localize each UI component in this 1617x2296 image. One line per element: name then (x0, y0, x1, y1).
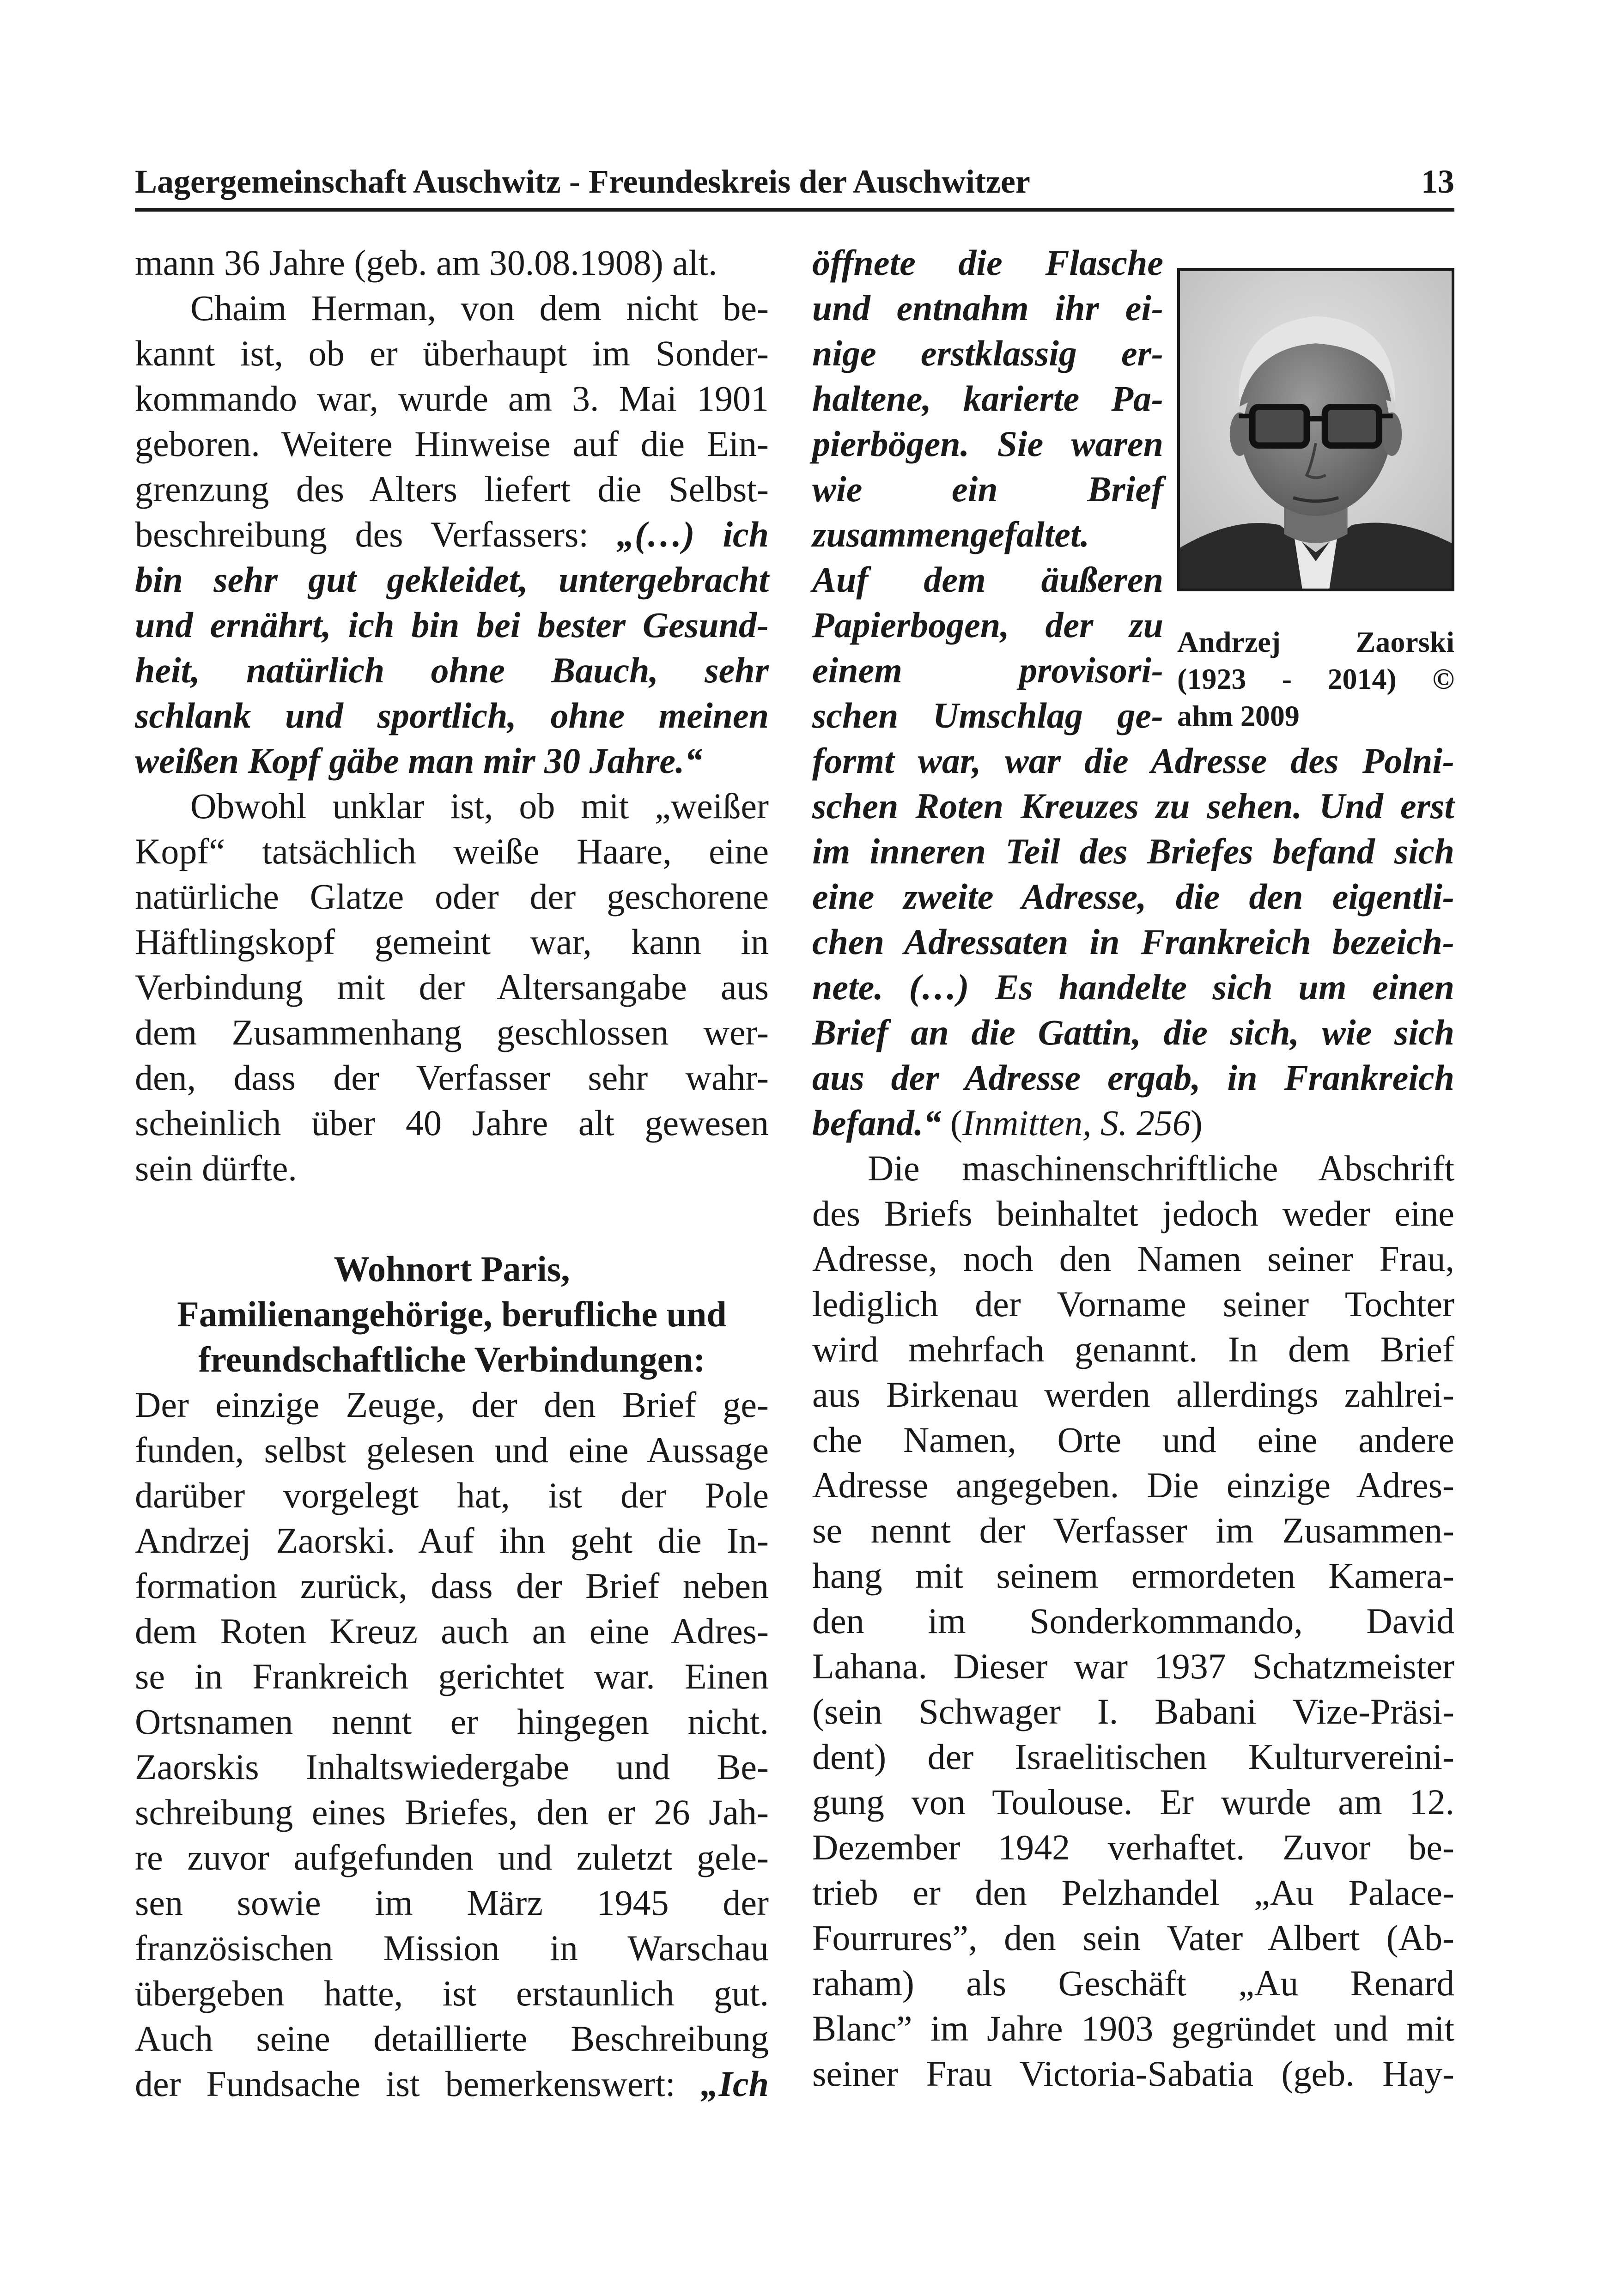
citation: Inmitten, S. 256 (962, 1103, 1191, 1143)
quote-run: befand.“ (812, 1103, 942, 1143)
text-line: funden, selbst gelesen und eine Aussage (135, 1430, 769, 1470)
quote-line: zusammengefaltet. (812, 514, 1090, 554)
text-line: kannt ist, ob er überhaupt im Sonder- (135, 333, 769, 373)
quote-line: Auf dem äußeren (812, 559, 1163, 600)
text-run: der Fundsache ist bemerkenswert: (135, 2064, 701, 2104)
text-line: Lahana. Dieser war 1937 Schatzmeister (812, 1646, 1454, 1686)
text-line: dem Roten Kreuz auch an eine Adres- (135, 1611, 769, 1651)
quote-line: Papierbogen, der zu (812, 605, 1163, 645)
text-line: Adresse angegeben. Die einzige Adres- (812, 1465, 1454, 1505)
quote-line: nete. (…) Es handelte sich um einen (812, 967, 1454, 1007)
quote-line: formt war, war die Adresse des Polni- (812, 741, 1454, 781)
text-line: natürliche Glatze oder der geschorene (135, 876, 769, 917)
text-line: Der einzige Zeuge, der den Brief ge- (135, 1385, 769, 1425)
text-line: dem Zusammenhang geschlossen wer- (135, 1012, 769, 1052)
text-line: Kopf“ tatsächlich weiße Haare, eine (135, 831, 769, 871)
text-line: (sein Schwager I. Babani Vize-Präsi- (812, 1691, 1454, 1731)
text-line: geboren. Weitere Hinweise auf die Ein- (135, 424, 769, 464)
quote-line: Brief an die Gattin, die sich, wie sich (812, 1012, 1454, 1052)
left-column (135, 240, 769, 2107)
section-heading: Wohnort Paris, (334, 1249, 570, 1289)
text-line: hang mit seinem ermordeten Kamera- (812, 1555, 1454, 1596)
section-heading: freundschaftliche Verbindungen: (198, 1339, 705, 1379)
text-line: Andrzej Zaorski. Auf ihn geht die In- (135, 1520, 769, 1561)
text-line: sen sowie im März 1945 der (135, 1883, 769, 1923)
text-line: des Briefs beinhaltet jedoch weder eine (812, 1193, 1454, 1233)
text-line: wird mehrfach genannt. In dem Brief (812, 1329, 1454, 1369)
text-line: lediglich der Vorname seiner Tochter (812, 1284, 1454, 1324)
text-line: Blanc” im Jahre 1903 gegründet und mit (812, 2008, 1454, 2048)
text-line: Obwohl unklar ist, ob mit „weißer (190, 786, 769, 826)
text-line: mann 36 Jahre (geb. am 30.08.1908) alt. (135, 243, 717, 283)
text-line: raham) als Geschäft „Au Renard (812, 1963, 1454, 2003)
text-line: Adresse, noch den Namen seiner Frau, (812, 1239, 1454, 1279)
quote-line: öffnete die Flasche (812, 243, 1163, 283)
header-rule (135, 208, 1454, 212)
quote-line: aus der Adresse ergab, in Frankreich (812, 1057, 1454, 1098)
text-line: Ortsnamen nennt er hingegen nicht. (135, 1701, 769, 1742)
page-number: 13 (1421, 163, 1454, 200)
section-heading: Familienangehörige, berufliche und (177, 1294, 727, 1334)
quote-line: schen Umschlag ge- (812, 695, 1163, 735)
quote-line: chen Adressaten in Frankreich bezeich- (812, 922, 1454, 962)
quote-run: „Ich (700, 2064, 769, 2104)
quote-line: haltene, karierte Pa- (812, 378, 1163, 419)
text-line: se in Frankreich gerichtet war. Einen (135, 1656, 769, 1696)
text-line: re zuvor aufgefunden und zuletzt gele- (135, 1837, 769, 1877)
text-line: Verbindung mit der Altersangabe aus (135, 967, 769, 1007)
text-line: seiner Frau Victoria-Sabatia (geb. Hay- (812, 2053, 1454, 2094)
text-line: kommando war, wurde am 3. Mai 1901 (135, 378, 769, 419)
text-line: grenzung des Alters liefert die Selbst- (135, 469, 769, 509)
quote-line: einem provisori- (812, 650, 1163, 690)
text-line: scheinlich über 40 Jahre alt gewesen (135, 1103, 769, 1143)
citation-paren: ) (1190, 1103, 1203, 1143)
text-line: Auch seine detaillierte Beschreibung (135, 2018, 769, 2059)
text-line: sein dürfte. (135, 1148, 297, 1188)
quote-line: im inneren Teil des Briefes befand sich (812, 831, 1454, 871)
text-line: Häftlingskopf gemeint war, kann in (135, 922, 769, 962)
text-line: se nennt der Verfasser im Zusammen- (812, 1510, 1454, 1550)
quote-line: schen Roten Kreuzes zu sehen. Und erst (812, 786, 1454, 826)
text-line: den, dass der Verfasser sehr wahr- (135, 1057, 769, 1098)
header-title: Lagergemeinschaft Auschwitz - Freundeskreis der Auschwitzer (135, 163, 1030, 200)
text-line: gung von Toulouse. Er wurde am 12. (812, 1782, 1454, 1822)
quote-run: „(…) ich (616, 514, 769, 554)
quote-line: pierbögen. Sie waren (812, 424, 1163, 464)
caption-line: Andrzej Zaorski (1177, 626, 1454, 658)
quote-line: bin sehr gut gekleidet, untergebracht (135, 559, 769, 600)
text-line: Fourrures”, den sein Vater Albert (Ab- (812, 1918, 1454, 1958)
citation-paren: ( (941, 1103, 962, 1143)
quote-line: wie ein Brief (812, 469, 1163, 509)
quote-end-line (812, 1100, 1454, 1146)
text-line: französischen Mission in Warschau (135, 1928, 769, 1968)
text-line: dent) der Israelitischen Kulturvereini- (812, 1737, 1454, 1777)
photo-caption (1177, 624, 1454, 735)
text-line: Dezember 1942 verhaftet. Zuvor be- (812, 1827, 1454, 1867)
text-line: formation zurück, dass der Brief neben (135, 1566, 769, 1606)
caption-line: ahm 2009 (1177, 699, 1300, 732)
quote-line: und ernährt, ich bin bei bester Gesund- (135, 605, 769, 645)
text-line: trieb er den Pelzhandel „Au Palace- (812, 1872, 1454, 1913)
quote-line: weißen Kopf gäbe man mir 30 Jahre.“ (135, 741, 703, 781)
text-line: schreibung eines Briefes, den er 26 Jah- (135, 1792, 769, 1832)
quote-line: heit, natürlich ohne Bauch, sehr (135, 650, 769, 690)
quote-line: eine zweite Adresse, die den eigentli- (812, 876, 1454, 917)
text-line: che Namen, Orte und eine andere (812, 1420, 1454, 1460)
text-line: den im Sonderkommando, David (812, 1601, 1454, 1641)
text-run: beschreibung des Verfassers: (135, 514, 617, 554)
quote-line: schlank und sportlich, ohne meinen (135, 695, 769, 735)
quote-line: und entnahm ihr ei- (812, 288, 1163, 328)
portrait-photo (1177, 268, 1454, 591)
text-line (135, 2061, 769, 2107)
text-line: Die maschinenschriftliche Abschrift (868, 1148, 1454, 1188)
caption-line: (1923 - 2014) © (1177, 662, 1454, 695)
portrait-illustration (1180, 271, 1452, 589)
spacer (135, 1191, 769, 1246)
text-line: aus Birkenau werden allerdings zahlrei- (812, 1374, 1454, 1415)
text-line (135, 512, 769, 557)
text-line: Zaorskis Inhaltswiedergabe und Be- (135, 1747, 769, 1787)
text-line: übergeben hatte, ist erstaunlich gut. (135, 1973, 769, 2013)
quote-line: nige erstklassig er- (812, 333, 1163, 373)
text-line: Chaim Herman, von dem nicht be- (190, 288, 769, 328)
running-header (135, 163, 1454, 204)
text-line: darüber vorgelegt hat, ist der Pole (135, 1475, 769, 1515)
